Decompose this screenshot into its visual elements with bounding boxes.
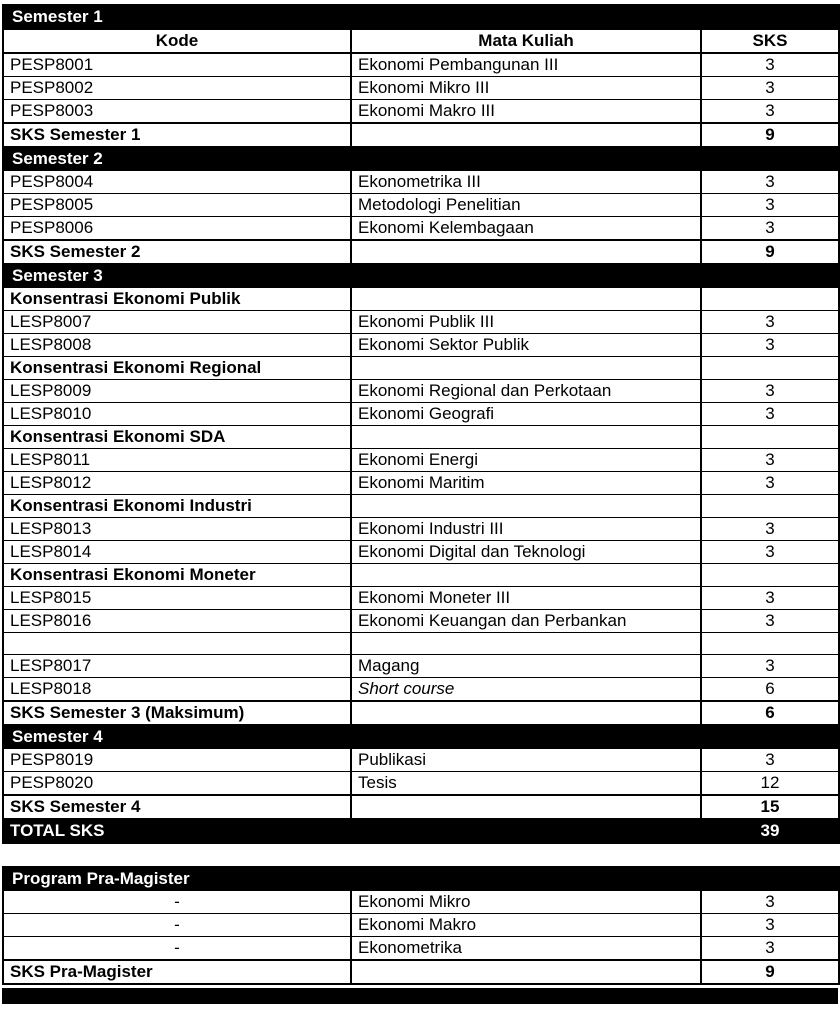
course-row <box>3 77 839 100</box>
total-label-cell: SKS Semester 4 <box>3 795 351 819</box>
section-title: Semester 4 <box>3 725 839 749</box>
course-sks-cell: 3 <box>701 472 839 495</box>
total-label-cell: SKS Semester 2 <box>3 240 351 264</box>
course-name-cell: Ekonomi Regional dan Perkotaan <box>351 380 701 403</box>
course-code-cell: PESP8005 <box>3 194 351 217</box>
course-row <box>3 217 839 241</box>
course-code-cell: LESP8008 <box>3 334 351 357</box>
course-sks-cell: 12 <box>701 772 839 796</box>
pra-magister-table <box>2 866 840 985</box>
course-code-cell: LESP8007 <box>3 311 351 334</box>
total-sks-cell: 9 <box>701 960 839 984</box>
course-row <box>3 171 839 194</box>
course-name-cell: Ekonomi Digital dan Teknologi <box>351 541 701 564</box>
course-code-cell: PESP8001 <box>3 53 351 77</box>
course-row <box>3 518 839 541</box>
course-code-cell: LESP8011 <box>3 449 351 472</box>
section-title: Semester 2 <box>3 147 839 171</box>
course-name-cell: Ekonomi Industri III <box>351 518 701 541</box>
course-sks-cell: 3 <box>701 311 839 334</box>
course-name-cell: Metodologi Penelitian <box>351 194 701 217</box>
column-header-kode: Kode <box>3 29 351 53</box>
total-label-cell: SKS Semester 3 (Maksimum) <box>3 701 351 725</box>
total-sks-cell: 6 <box>701 701 839 725</box>
course-row <box>3 541 839 564</box>
section-title: Semester 3 <box>3 264 839 288</box>
course-row <box>3 749 839 772</box>
course-sks-cell: 3 <box>701 403 839 426</box>
course-name-cell: Ekonomi Kelembagaan <box>351 217 701 241</box>
course-sks-cell: 3 <box>701 194 839 217</box>
course-sks-cell: 3 <box>701 217 839 241</box>
course-row <box>3 678 839 702</box>
column-header-mata-kuliah: Mata Kuliah <box>351 29 701 53</box>
total-row <box>3 240 839 264</box>
course-name-cell: Publikasi <box>351 749 701 772</box>
empty-cell <box>701 426 839 449</box>
course-sks-cell: 3 <box>701 891 839 914</box>
course-code-cell: PESP8006 <box>3 217 351 241</box>
course-row <box>3 655 839 678</box>
concentration-title: Konsentrasi Ekonomi Regional <box>3 357 351 380</box>
course-name-cell: Ekonometrika III <box>351 171 701 194</box>
bottom-black-bar <box>2 988 838 1004</box>
empty-cell <box>351 564 701 587</box>
course-row <box>3 472 839 495</box>
empty-cell <box>351 123 701 147</box>
course-sks-cell: 6 <box>701 678 839 702</box>
empty-cell <box>351 495 701 518</box>
course-name-cell: Ekonomi Publik III <box>351 311 701 334</box>
course-code-cell: - <box>3 937 351 961</box>
course-code-cell: LESP8014 <box>3 541 351 564</box>
course-sks-cell: 3 <box>701 937 839 961</box>
course-code-cell: LESP8010 <box>3 403 351 426</box>
course-row <box>3 403 839 426</box>
grand-total-label-cell: TOTAL SKS <box>3 819 701 843</box>
course-code-cell: PESP8003 <box>3 100 351 124</box>
concentration-title: Konsentrasi Ekonomi SDA <box>3 426 351 449</box>
total-row <box>3 701 839 725</box>
course-name-cell: Ekonomi Makro <box>351 914 701 937</box>
subheader-row <box>3 495 839 518</box>
course-name-cell: Magang <box>351 655 701 678</box>
grand-total-sks-cell: 39 <box>701 819 839 843</box>
empty-cell <box>701 495 839 518</box>
subheader-row <box>3 564 839 587</box>
empty-cell <box>351 426 701 449</box>
table-gap <box>2 844 838 866</box>
course-row <box>3 449 839 472</box>
course-code-cell: LESP8009 <box>3 380 351 403</box>
concentration-title: Konsentrasi Ekonomi Publik <box>3 288 351 311</box>
section-row <box>3 147 839 171</box>
section-row <box>3 5 839 29</box>
section-title: Semester 1 <box>3 5 839 29</box>
course-sks-cell: 3 <box>701 100 839 124</box>
course-sks-cell: 3 <box>701 449 839 472</box>
section-title: Program Pra-Magister <box>3 867 839 891</box>
course-code-cell: LESP8018 <box>3 678 351 702</box>
course-name-cell: Ekonomi Mikro III <box>351 77 701 100</box>
subheader-row <box>3 288 839 311</box>
subheader-row <box>3 357 839 380</box>
course-row <box>3 334 839 357</box>
total-row <box>3 795 839 819</box>
grand-total-row <box>3 819 839 843</box>
total-row <box>3 960 839 984</box>
course-row <box>3 100 839 124</box>
course-name-cell: Ekonomi Pembangunan III <box>351 53 701 77</box>
course-sks-cell: 3 <box>701 914 839 937</box>
course-name-cell: Ekonomi Mikro <box>351 891 701 914</box>
total-sks-cell: 15 <box>701 795 839 819</box>
course-code-cell: LESP8012 <box>3 472 351 495</box>
course-code-cell: PESP8020 <box>3 772 351 796</box>
empty-cell <box>351 240 701 264</box>
total-sks-cell: 9 <box>701 240 839 264</box>
course-code-cell: PESP8004 <box>3 171 351 194</box>
course-name-cell: Ekonomi Geografi <box>351 403 701 426</box>
course-name-cell: Ekonomi Sektor Publik <box>351 334 701 357</box>
empty-row <box>3 633 839 655</box>
pra-magister-table-body <box>3 867 839 984</box>
course-sks-cell: 3 <box>701 587 839 610</box>
concentration-title: Konsentrasi Ekonomi Moneter <box>3 564 351 587</box>
course-sks-cell: 3 <box>701 380 839 403</box>
section-row <box>3 867 839 891</box>
empty-cell <box>351 633 701 655</box>
empty-cell <box>701 288 839 311</box>
course-code-cell: PESP8019 <box>3 749 351 772</box>
total-label-cell: SKS Pra-Magister <box>3 960 351 984</box>
course-sks-cell: 3 <box>701 77 839 100</box>
total-row <box>3 123 839 147</box>
course-code-cell: PESP8002 <box>3 77 351 100</box>
empty-cell <box>3 633 351 655</box>
subheader-row <box>3 426 839 449</box>
course-row <box>3 53 839 77</box>
course-name-cell: Ekonomi Energi <box>351 449 701 472</box>
section-row <box>3 725 839 749</box>
course-sks-cell: 3 <box>701 53 839 77</box>
course-sks-cell: 3 <box>701 610 839 633</box>
course-sks-cell: 3 <box>701 334 839 357</box>
course-code-cell: - <box>3 914 351 937</box>
course-sks-cell: 3 <box>701 749 839 772</box>
course-sks-cell: 3 <box>701 518 839 541</box>
course-row <box>3 937 839 961</box>
course-sks-cell: 3 <box>701 171 839 194</box>
course-name-cell: Ekonomi Maritim <box>351 472 701 495</box>
course-name-cell: Ekonomi Keuangan dan Perbankan <box>351 610 701 633</box>
course-row <box>3 380 839 403</box>
course-row <box>3 194 839 217</box>
header-row <box>3 29 839 53</box>
course-code-cell: LESP8013 <box>3 518 351 541</box>
empty-cell <box>701 357 839 380</box>
main-curriculum-table <box>2 4 840 844</box>
empty-cell <box>701 564 839 587</box>
course-code-cell: - <box>3 891 351 914</box>
course-name-cell: Ekonometrika <box>351 937 701 961</box>
course-name-cell: Ekonomi Moneter III <box>351 587 701 610</box>
course-name-cell: Short course <box>351 678 701 702</box>
section-row <box>3 264 839 288</box>
course-row <box>3 772 839 796</box>
course-code-cell: LESP8016 <box>3 610 351 633</box>
empty-cell <box>351 960 701 984</box>
course-row <box>3 311 839 334</box>
course-name-cell: Ekonomi Makro III <box>351 100 701 124</box>
course-code-cell: LESP8017 <box>3 655 351 678</box>
empty-cell <box>351 357 701 380</box>
empty-cell <box>351 795 701 819</box>
course-row <box>3 587 839 610</box>
course-row <box>3 610 839 633</box>
total-sks-cell: 9 <box>701 123 839 147</box>
course-row <box>3 891 839 914</box>
main-curriculum-table-body <box>3 5 839 843</box>
course-sks-cell: 3 <box>701 541 839 564</box>
empty-cell <box>701 633 839 655</box>
empty-cell <box>351 288 701 311</box>
empty-cell <box>351 701 701 725</box>
course-code-cell: LESP8015 <box>3 587 351 610</box>
course-sks-cell: 3 <box>701 655 839 678</box>
total-label-cell: SKS Semester 1 <box>3 123 351 147</box>
column-header-sks: SKS <box>701 29 839 53</box>
concentration-title: Konsentrasi Ekonomi Industri <box>3 495 351 518</box>
course-name-cell: Tesis <box>351 772 701 796</box>
course-row <box>3 914 839 937</box>
